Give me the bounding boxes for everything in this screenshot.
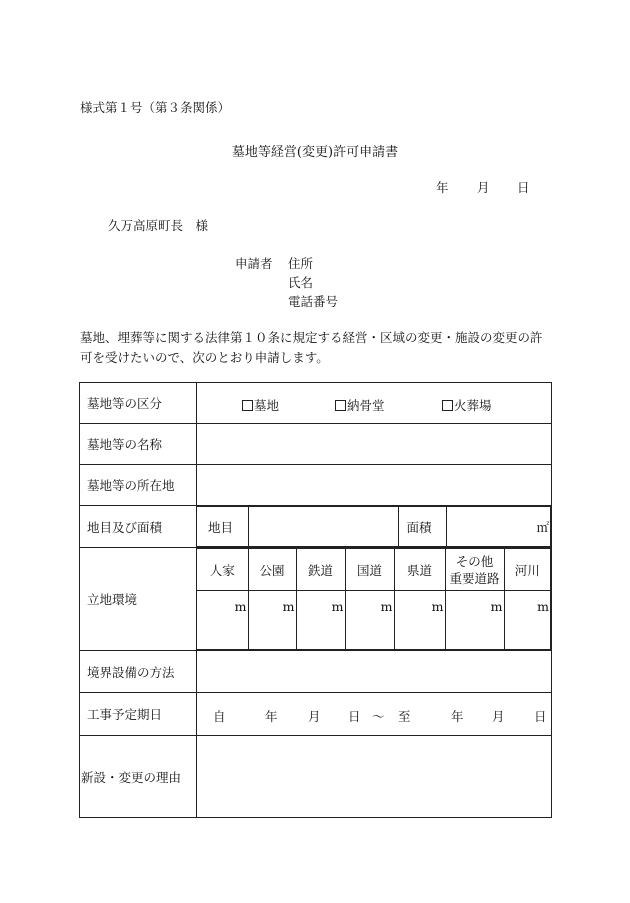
form-number: 様式第１号（第３条関係） (80, 100, 231, 115)
table-row-environment (80, 548, 552, 651)
env-header-house: 人家 (197, 549, 248, 591)
date-year: 年 (436, 180, 449, 195)
table-row-land (80, 506, 552, 548)
option-kasoba[interactable]: 火葬場 (442, 396, 492, 414)
env-distance-park[interactable]: m (248, 591, 296, 650)
checkbox-icon[interactable] (242, 400, 253, 411)
construction-label: 工事予定期日 (80, 693, 197, 736)
application-table (79, 382, 552, 818)
applicant-phone-label: 電話番号 (288, 294, 339, 309)
env-header-other-road: その他 重要道路 (445, 549, 504, 591)
location-field[interactable] (197, 465, 552, 506)
date-day: 日 (517, 180, 530, 195)
boundary-field[interactable] (197, 651, 552, 693)
env-header-river: 河川 (504, 549, 551, 591)
area-unit: ㎡ (536, 519, 549, 535)
construction-period[interactable]: 自 年 月 日 ～ 至 年 月 日 (197, 693, 552, 736)
area-field[interactable] (446, 507, 551, 547)
type-label: 墓地等の区分 (80, 383, 197, 424)
table-row-type (80, 383, 552, 424)
reason-field[interactable] (197, 736, 552, 818)
date-month: 月 (477, 180, 490, 195)
checkbox-icon[interactable] (442, 400, 453, 411)
table-row-location (80, 465, 552, 506)
name-label: 墓地等の名称 (80, 424, 197, 465)
table-row-boundary (80, 651, 552, 693)
env-header-railway: 鉄道 (296, 549, 345, 591)
document-title: 墓地等経営(変更)許可申請書 (231, 145, 399, 160)
env-header-prefectural-road: 県道 (394, 549, 445, 591)
addressee: 久万高原町長 様 (108, 218, 209, 233)
checkbox-icon[interactable] (335, 400, 346, 411)
land-label: 地目及び面積 (80, 506, 197, 548)
application-statement: 墓地、埋葬等に関する法律第１０条に規定する経営・区域の変更・施設の変更の許可を受けたいので、次のとおり申請します。 (80, 330, 543, 365)
name-field[interactable] (197, 424, 552, 465)
area-label: 面積 (398, 507, 446, 547)
env-distance-railway[interactable]: m (296, 591, 345, 650)
env-distance-house[interactable]: m (197, 591, 248, 650)
env-header-national-road: 国道 (345, 549, 394, 591)
boundary-label: 境界設備の方法 (80, 651, 197, 693)
applicant-block (235, 254, 338, 311)
type-options-cell (197, 383, 552, 424)
location-label: 墓地等の所在地 (80, 465, 197, 506)
env-distance-national-road[interactable]: m (345, 591, 394, 650)
table-row-construction (80, 693, 552, 736)
reason-label: 新設・変更の理由 (80, 736, 197, 818)
applicant-address-label: 住所 (288, 256, 314, 271)
application-date (436, 178, 530, 196)
applicant-label: 申請者 (235, 256, 273, 271)
table-row-name (80, 424, 552, 465)
env-distance-prefectural-road[interactable]: m (394, 591, 445, 650)
table-row-reason (80, 736, 552, 818)
option-nokotsudo[interactable]: 納骨堂 (335, 396, 385, 414)
env-distance-river[interactable]: m (504, 591, 551, 650)
env-distance-other-road[interactable]: m (445, 591, 504, 650)
land-category-label: 地目 (197, 507, 248, 547)
applicant-name-label: 氏名 (288, 275, 314, 290)
land-category-field[interactable] (248, 507, 398, 547)
environment-label: 立地環境 (80, 548, 197, 651)
option-bochi[interactable]: 墓地 (242, 396, 279, 414)
env-header-park: 公園 (248, 549, 296, 591)
